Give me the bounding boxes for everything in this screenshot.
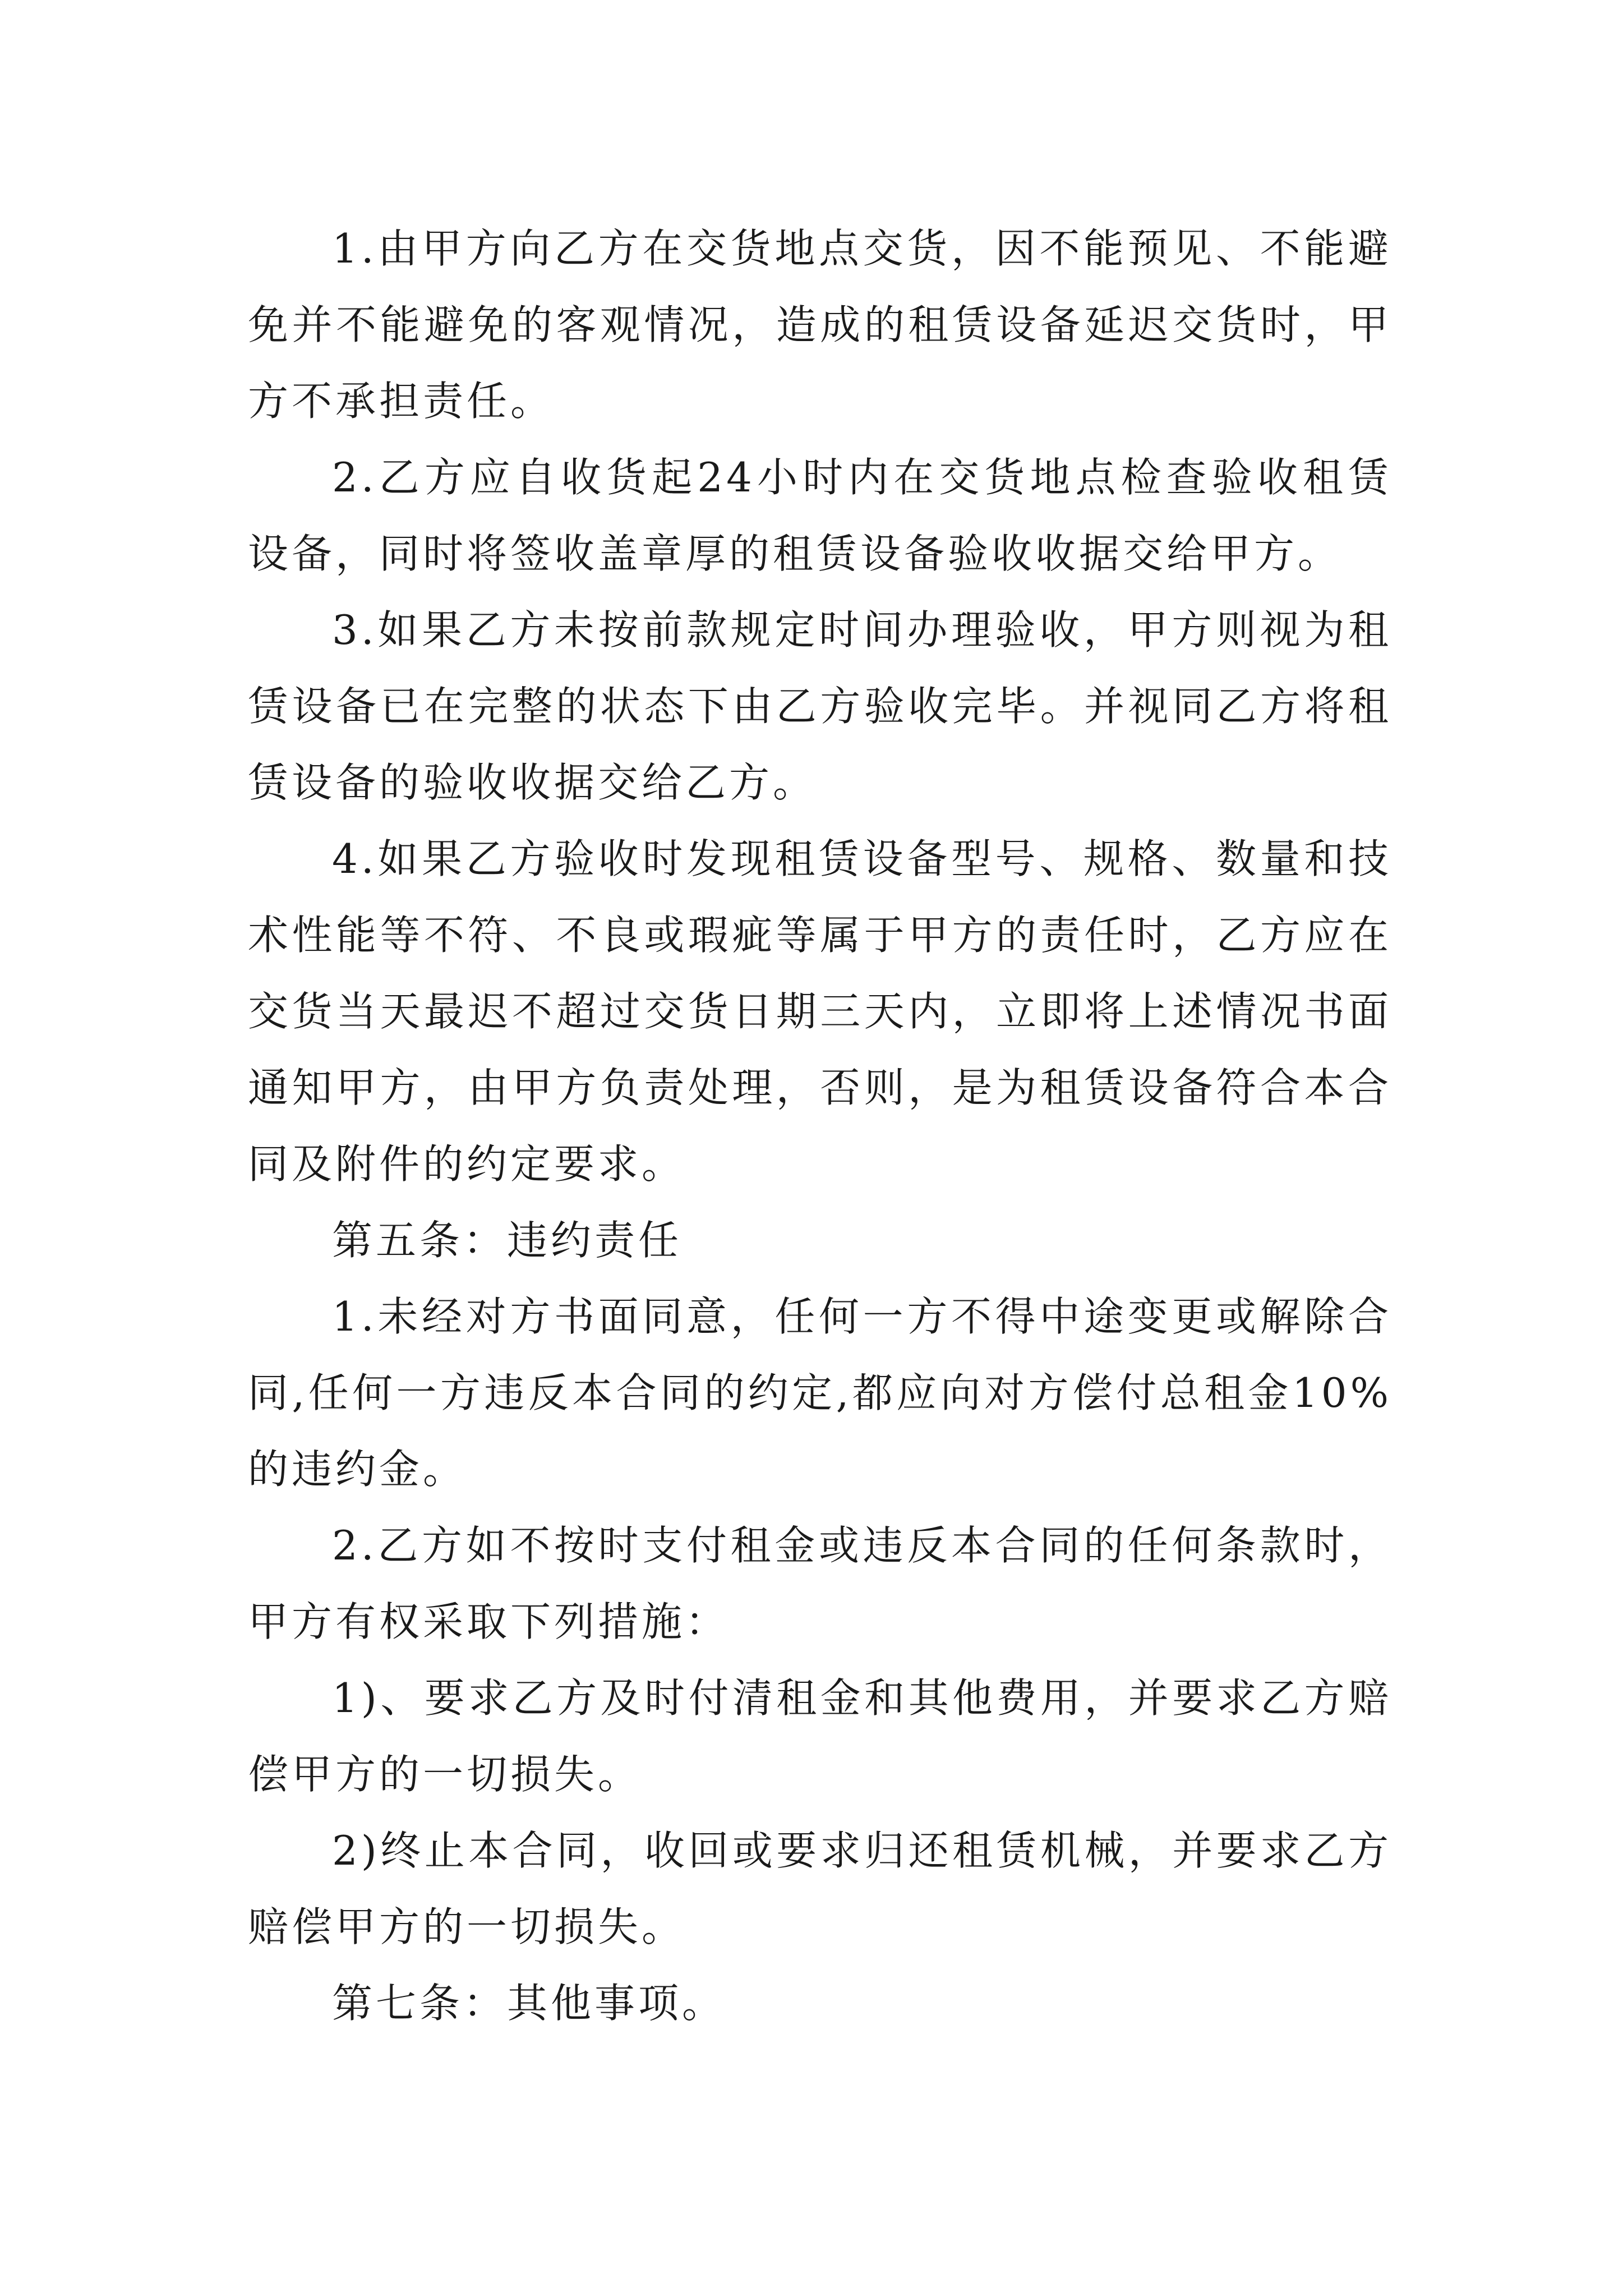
section-heading-article-5: 第五条：违约责任 <box>332 1217 683 1264</box>
paragraph-remedy-item-1: 1)、要求乙方及时付清租金和其他费用，并要求乙方赔偿甲方的一切损失。 <box>248 1674 1392 1798</box>
paragraph-lessor-remedies: 2.乙方如不按时支付租金或违反本合同的任何条款时，甲方有权采取下列措施： <box>248 1522 1392 1645</box>
paragraph-deemed-acceptance: 3.如果乙方未按前款规定时间办理验收，甲方则视为租赁设备已在完整的状态下由乙方验收完毕。并视同乙方将租赁设备的验收收据交给乙方。 <box>248 606 1392 806</box>
document-body <box>248 210 1392 2041</box>
paragraph-remedy-item-2: 2)终止本合同，收回或要求归还租赁机械，并要求乙方赔偿甲方的一切损失。 <box>248 1827 1392 1950</box>
section-heading-article-7: 第七条：其他事项。 <box>332 1980 726 2027</box>
paragraph-delivery-responsibility: 1.由甲方向乙方在交货地点交货，因不能预见、不能避免并不能避免的客观情况，造成的租赁设备延迟交货时，甲方不承担责任。 <box>248 225 1392 425</box>
paragraph-inspection-within-24h: 2.乙方应自收货起24小时内在交货地点检查验收租赁设备，同时将签收盖章厚的租赁设备验收收据交给甲方。 <box>248 454 1392 577</box>
paragraph-penalty-10-percent: 1.未经对方书面同意，任何一方不得中途变更或解除合同,任何一方违反本合同的约定,都应向对方偿付总租金10%的违约金。 <box>248 1293 1392 1493</box>
paragraph-defect-notification: 4.如果乙方验收时发现租赁设备型号、规格、数量和技术性能等不符、不良或瑕疵等属于甲方的责任时，乙方应在交货当天最迟不超过交货日期三天内，立即将上述情况书面通知甲方，由甲方负责处理，否则，是为租赁设备符合本合同及附件的约定要求。 <box>248 835 1392 1188</box>
